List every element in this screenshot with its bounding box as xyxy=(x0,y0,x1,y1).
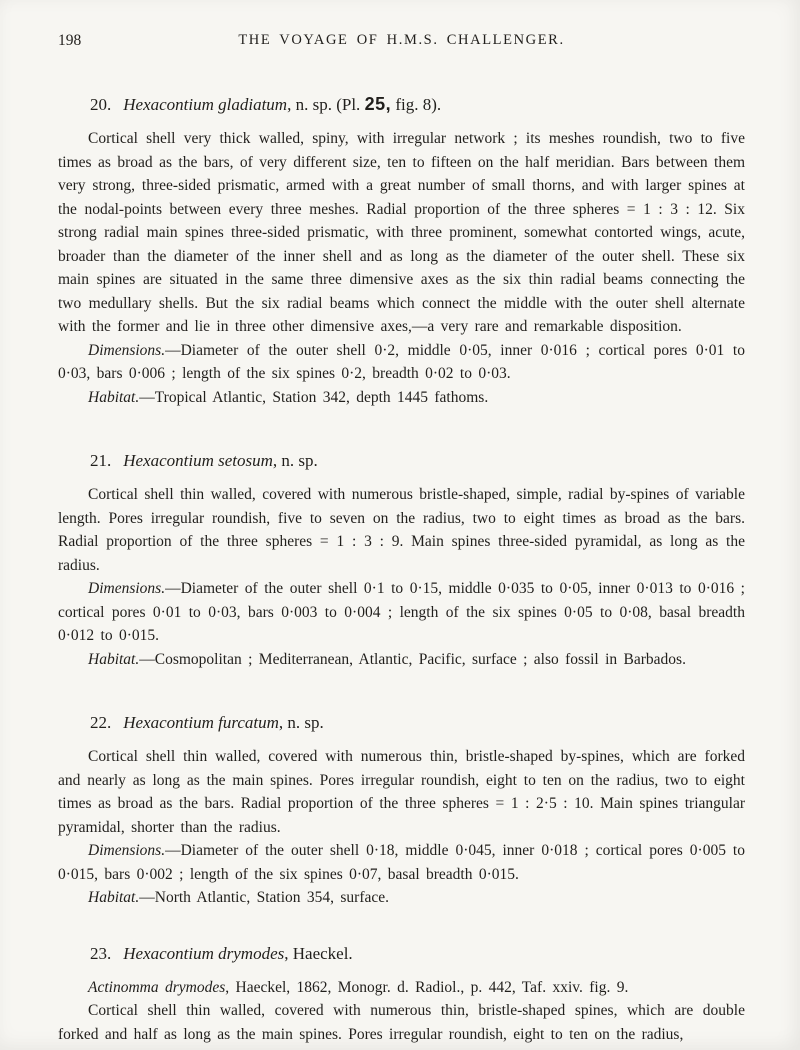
reference-species: Actinomma drymodes xyxy=(88,978,226,996)
species-heading-21 xyxy=(58,449,745,473)
dimensions-paragraph xyxy=(58,339,745,386)
species-name: Hexacontium furcatum xyxy=(123,713,279,732)
page-number: 198 xyxy=(58,32,82,49)
species-name: Hexacontium gladiatum xyxy=(123,95,288,114)
habitat-paragraph xyxy=(58,386,745,410)
species-name: Hexacontium drymodes xyxy=(123,943,285,963)
habitat-label: Habitat. xyxy=(88,388,140,406)
heading-mid: , n. sp. (Pl. xyxy=(287,95,365,114)
description-paragraph: Cortical shell thin walled, covered with numerous thin, bristle-shaped spines, which are double forked and half as long as the main spines. Pores irregular roundish, eight to ten on the radius, xyxy=(58,1002,745,1043)
dimensions-text: —Diameter of the outer shell 0·2, middle 0·05, inner 0·016 ; cortical pores 0·01 to 0·03, bars 0·006 ; length of the six spines 0·2, breadth 0·02 to 0·03. xyxy=(58,341,745,382)
species-number: 21. xyxy=(90,451,112,470)
habitat-label: Habitat. xyxy=(88,650,140,668)
dimensions-label: Dimensions. xyxy=(88,341,166,359)
habitat-label: Habitat. xyxy=(88,889,140,906)
dimensions-paragraph xyxy=(58,577,745,648)
species-heading-23 xyxy=(58,942,745,966)
description-paragraph: Cortical shell very thick walled, spiny, with irregular network ; its meshes roundish, two to five times as broad as the bars, of very different size, ten to fifteen on the half meridian. Bars between them very strong, three-sided prismatic, armed with a great number of small thorns, and with larger spines at the nodal-points between every three meshes. Radial proportion of the three spheres = 1 : 3 : 12. Six strong radial main spines three-sided prismatic, with three prominent, somewhat contorted wings, acute, broader than the diameter of the inner shell and as long as the diameter of the outer shell. These six main spines are situated in the same three dimensive axes as the six thin radial beams connecting the two medullary shells. But the six radial beams which connect the middle with the outer shell alternate with the former and lie in three other dimensive axes,—a very rare and remarkable disposition. xyxy=(58,130,745,335)
dimensions-text: —Diameter of the outer shell 0·1 to 0·15, middle 0·035 to 0·05, inner 0·013 to 0·016 ; cortical pores 0·01 to 0·03, bars 0·003 to 0·004 ; length of the six spines 0·05 to 0·08, basal breadth 0·012 to 0·015. xyxy=(58,580,745,644)
heading-mid: , n. sp. xyxy=(272,451,318,470)
description-paragraph: Cortical shell thin walled, covered with numerous bristle-shaped, simple, radial by-spines of variable length. Pores irregular roundish, five to seven on the radius, two to eight times as broad as the bars. Radial proportion of the three spheres = 1 : 3 : 9. Main spines three-sided pyramidal, as long as the radius. xyxy=(58,486,745,574)
species-heading-20 xyxy=(58,92,745,117)
running-title: THE VOYAGE OF H.M.S. CHALLENGER. xyxy=(238,32,565,48)
heading-tail: fig. 8). xyxy=(391,95,442,114)
habitat-paragraph xyxy=(58,648,745,672)
habitat-paragraph xyxy=(58,886,745,910)
habitat-text: —Cosmopolitan ; Mediterranean, Atlantic, Pacific, surface ; also fossil in Barbados. xyxy=(139,650,686,668)
species-number: 20. xyxy=(90,95,112,114)
dimensions-label: Dimensions. xyxy=(88,842,166,859)
species-section-21 xyxy=(58,449,745,671)
heading-mid: , Haeckel. xyxy=(284,943,353,963)
habitat-text: —North Atlantic, Station 354, surface. xyxy=(139,889,390,906)
species-name: Hexacontium setosum xyxy=(123,451,273,470)
heading-mid: , n. sp. xyxy=(278,713,324,732)
species-heading-22 xyxy=(58,711,745,735)
dimensions-label: Dimensions. xyxy=(88,580,166,597)
species-section-23 xyxy=(58,942,745,1047)
habitat-text: —Tropical Atlantic, Station 342, depth 1445 fathoms. xyxy=(139,388,489,406)
dimensions-paragraph xyxy=(58,839,745,886)
species-number: 22. xyxy=(90,713,112,732)
description-paragraph: Cortical shell thin walled, covered with numerous thin, bristle-shaped by-spines, which are forked and nearly as long as the main spines. Pores irregular roundish, eight to ten on the radius, two to eight times as broad as the bars. Radial proportion of the three spheres = 1 : 2·5 : 10. Main spines triangular pyramidal, shorter than the radius. xyxy=(58,748,745,836)
page-header xyxy=(58,32,745,54)
species-number: 23. xyxy=(90,943,112,963)
reference-citation: , Haeckel, 1862, Monogr. d. Radiol., p. 442, Taf. xxiv. fig. 9. xyxy=(225,978,629,996)
plate-number: 25, xyxy=(364,94,392,114)
dimensions-text: —Diameter of the outer shell 0·18, middle 0·045, inner 0·018 ; cortical pores 0·005 to 0·015, bars 0·002 ; length of the six spines 0·07, basal breadth 0·015. xyxy=(58,842,745,883)
synonymy-reference xyxy=(58,976,745,1000)
species-section-20 xyxy=(58,92,745,409)
species-section-22 xyxy=(58,711,745,910)
